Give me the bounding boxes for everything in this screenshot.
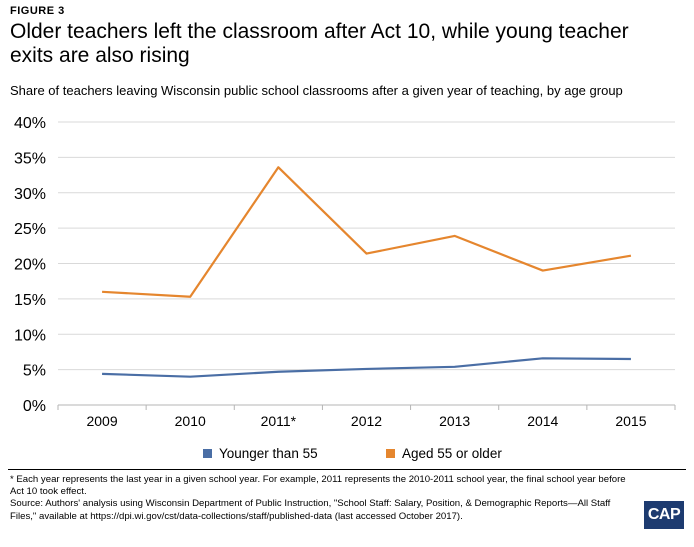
x-tick-label: 2009 — [86, 413, 118, 429]
series-lines — [102, 167, 631, 376]
chart-subtitle: Share of teachers leaving Wisconsin public school classrooms after a given year of teaching, by age group — [10, 83, 623, 98]
figure-label: FIGURE 3 — [10, 5, 65, 17]
y-tick-label: 5% — [22, 362, 46, 380]
y-tick-label: 40% — [13, 115, 46, 132]
x-tick-label: 2012 — [350, 413, 383, 429]
x-tick-label: 2011* — [260, 413, 297, 429]
legend-item-younger — [203, 446, 318, 461]
y-tick-label: 10% — [13, 327, 46, 345]
legend-item-older — [386, 446, 502, 461]
x-axis — [58, 405, 675, 429]
legend-label-younger: Younger than 55 — [219, 446, 318, 461]
y-axis — [14, 115, 46, 415]
legend-swatch-younger — [203, 449, 212, 458]
footnote-asterisk: * Each year represents the last year in a given school year. For example, 2011 represents the 2010-2011 school year, the final school year before Act 10 took effect. — [10, 474, 626, 498]
y-tick-label: 0% — [22, 398, 46, 415]
footnotes — [10, 474, 630, 523]
y-tick-label: 30% — [13, 185, 46, 203]
series-line-younger-than-55 — [102, 358, 631, 376]
x-tick-label: 2014 — [527, 413, 559, 429]
x-tick-label: 2015 — [615, 413, 647, 429]
legend-label-older: Aged 55 or older — [402, 446, 502, 461]
y-tick-label: 15% — [13, 291, 46, 309]
legend-swatch-older — [386, 449, 395, 458]
x-tick-label: 2010 — [174, 413, 206, 429]
footnote-source: Source: Authors' analysis using Wisconsin Department of Public Instruction, "School Staff: Salary, Position, & Demographic Reports—All Staff Files," available at https://dpi.wi.gov/cst/data-collections/staff/published-data (last accessed October 2017). — [10, 498, 611, 522]
x-tick-label: 2013 — [439, 413, 471, 429]
chart-title: Older teachers left the classroom after Act 10, while young teacher exits are also rising — [10, 20, 629, 67]
y-tick-label: 20% — [13, 256, 46, 274]
line-chart — [0, 100, 694, 440]
series-line-aged-55-or-older — [102, 167, 631, 296]
y-tick-label: 25% — [13, 221, 46, 239]
footnote-divider — [8, 469, 686, 470]
legend — [0, 446, 694, 466]
cap-logo: CAP — [644, 501, 684, 529]
y-tick-label: 35% — [13, 150, 46, 168]
